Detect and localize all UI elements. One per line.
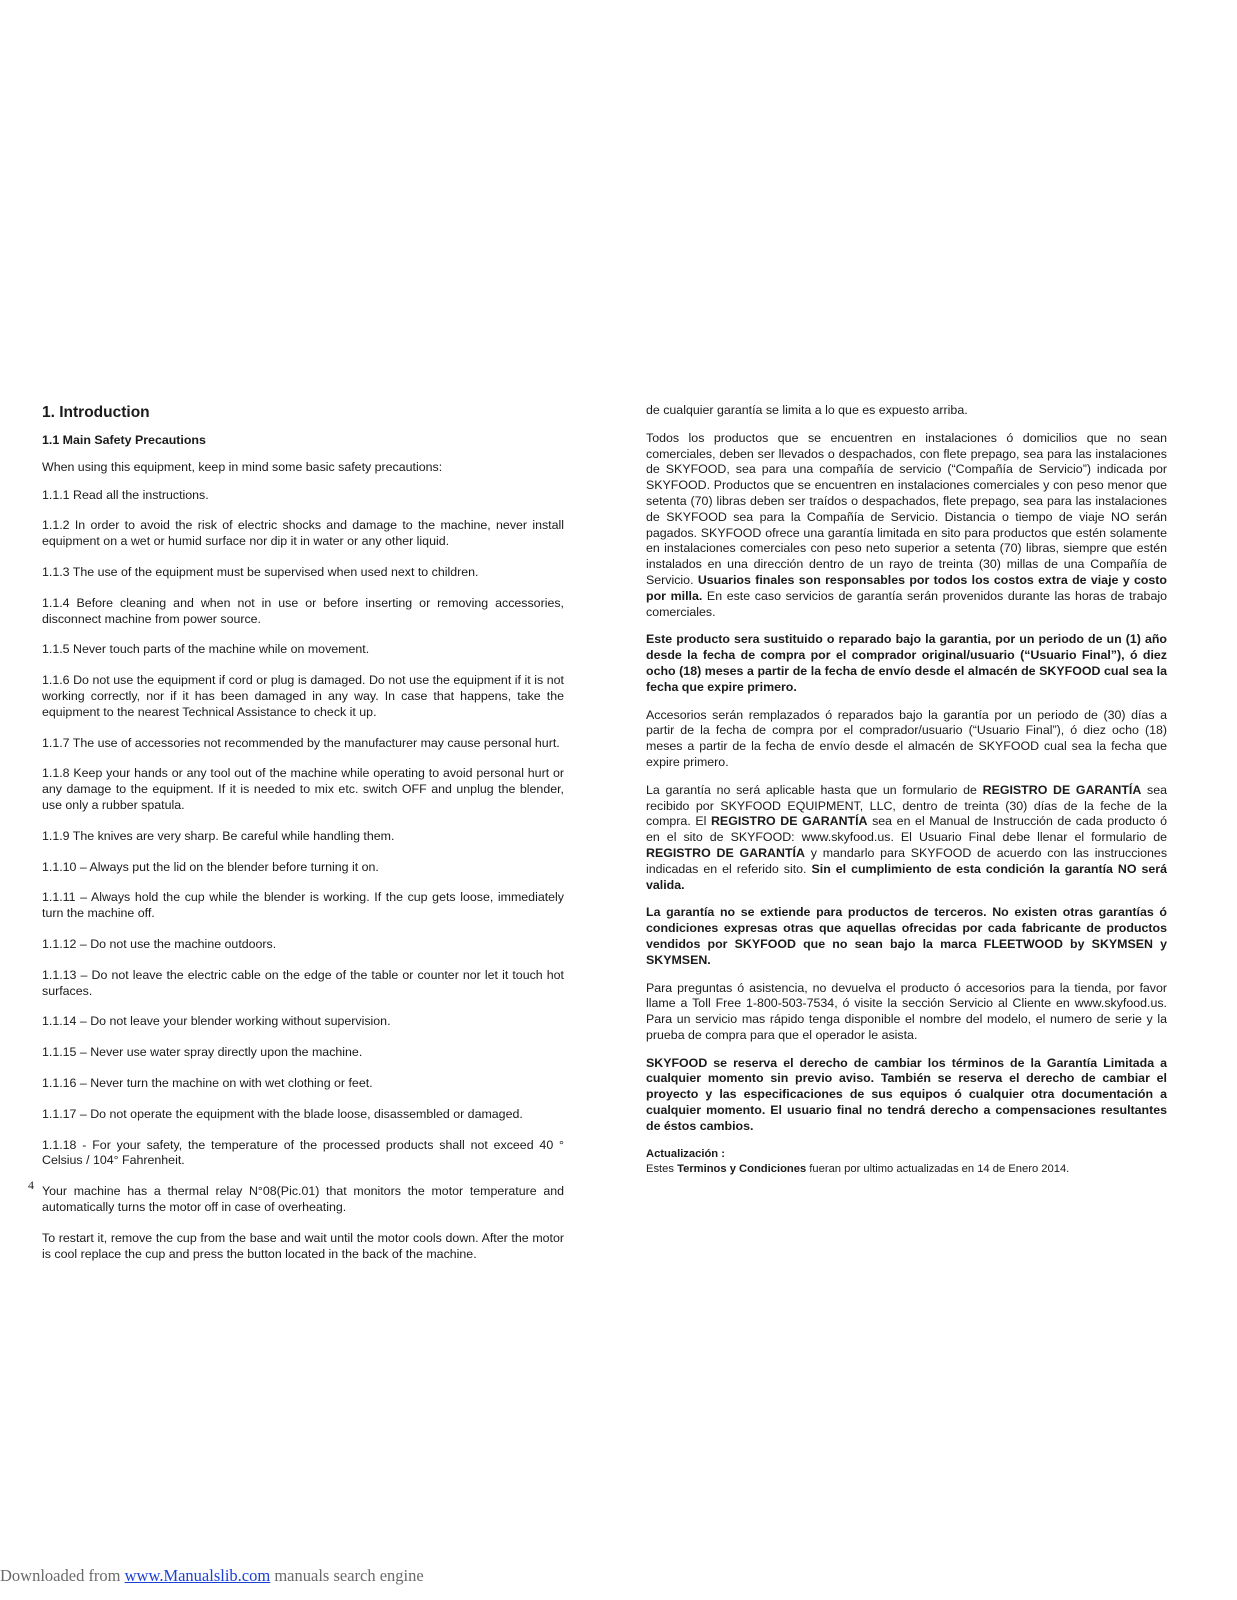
bold-text: SKYFOOD se reserva el derecho de cambiar los términos de la Garantía Limitada a cualquier momento sin previo aviso. También se reserva el derecho de cambiar el proyecto y las especificaciones de sus equipos ó cualquier otra documentación a cualquier momento. El usuario final no tendrá derecho a compensaciones resultantes de éstos cambios. <box>646 1055 1167 1133</box>
bold-text: Usuarios finales son responsables por todos los costos extra de viaje y costo por milla. <box>646 572 1167 603</box>
subsection-title: 1.1 Main Safety Precautions <box>42 433 206 447</box>
text-span: y mandarlo para SKYFOOD de acuerdo con las instrucciones indicadas en el referido sito. <box>646 845 1168 876</box>
text-span: En este caso servicios de garantía serán provenidos durante las horas de trabajo comerciales. <box>646 588 1167 619</box>
safety-item: 1.1.16 – Never turn the machine on with wet clothing or feet. <box>42 1075 373 1090</box>
safety-item: 1.1.8 Keep your hands or any tool out of the machine while operating to avoid personal hurt or any damage to the equipment. If it is needed to mix etc. switch OFF and unplug the blender, use only a rubber spatula. <box>42 766 564 812</box>
safety-item: 1.1.9 The knives are very sharp. Be careful while handling them. <box>42 828 395 843</box>
safety-item: 1.1.5 Never touch parts of the machine while on movement. <box>42 642 370 657</box>
left-column <box>42 403 564 1277</box>
safety-item: 1.1.7 The use of accessories not recommended by the manufacturer may cause personal hurt. <box>42 735 560 750</box>
text-span: sea recibido por SKYFOOD EQUIPMENT, LLC, dentro de treinta (30) días de la feche de la compra. El <box>646 782 1167 829</box>
safety-item: 1.1.6 Do not use the equipment if cord or plug is damaged. Do not use the equipment if it is not working correctly, nor if it has been damaged in any way. In case that happens, take the equipment to the nearest Technical Assistance to check it up. <box>42 673 564 719</box>
download-footer <box>0 1566 424 1586</box>
safety-item: 1.1.14 – Do not leave your blender working without supervision. <box>42 1014 391 1029</box>
safety-item: 1.1.18 - For your safety, the temperature of the processed products shall not exceed 40 ° Celsius / 104° Fahrenheit. <box>42 1137 564 1168</box>
safety-item: 1.1.4 Before cleaning and when not in use or before inserting or removing accessories, disconnect machine from power source. <box>42 595 564 626</box>
warranty-shipping-paragraph <box>646 431 1167 621</box>
restart-paragraph: To restart it, remove the cup from the base and wait until the motor cools down. After the motor is cool replace the cup and press the button located in the back of the machine. <box>42 1230 564 1261</box>
update-note <box>646 1162 1167 1177</box>
safety-item: 1.1.3 The use of the equipment must be supervised when used next to children. <box>42 564 479 579</box>
safety-item: 1.1.11 – Always hold the cup while the blender is working. If the cup gets loose, immediately turn the machine off. <box>42 890 564 921</box>
bold-text: Sin el cumplimiento de esta condición la garantía NO será valida. <box>646 861 1167 892</box>
section-title: 1. Introduction <box>42 404 150 421</box>
manualslib-link[interactable]: www.Manualslib.com <box>124 1566 271 1585</box>
page-number: 4 <box>28 1178 34 1192</box>
bold-text: Terminos y Condiciones <box>677 1162 807 1175</box>
assistance-paragraph: Para preguntas ó asistencia, no devuelva el producto ó accesorios para la tienda, por favor llame a Toll Free 1-800-503-7534, ó visite la sección Servicio al Cliente en www.skyfood.us. Para un servicio mas rápido tenga disponible el nombre del modelo, el numero de serie y la prueba de compra para que el operador le asista. <box>646 980 1167 1042</box>
right-column <box>646 403 1167 1177</box>
safety-item: 1.1.12 – Do not use the machine outdoors. <box>42 936 277 951</box>
bold-text: Este producto sera sustituido o reparado bajo la garantia, por un periodo de un (1) año desde la fecha de compra por el comprador original/usuario (“Usuario Final”), ó diez ocho (18) meses a partir de la fecha de envío desde el almacén de SKYFOOD cual sea la fecha que expire primero. <box>646 632 1167 694</box>
update-label <box>646 1147 1167 1162</box>
thermal-relay-paragraph: Your machine has a thermal relay N°08(Pic.01) that monitors the motor temperature and automatically turns the motor off in case of overheating. <box>42 1184 564 1214</box>
registration-paragraph <box>646 783 1167 894</box>
warranty-continuation: de cualquier garantía se limita a lo que es expuesto arriba. <box>646 403 968 417</box>
safety-item: 1.1.10 – Always put the lid on the blender before turning it on. <box>42 859 379 874</box>
text-span: fueran por ultimo actualizadas en 14 de Enero 2014. <box>806 1162 1070 1175</box>
bold-text: REGISTRO DE GARANTÍA <box>710 814 868 829</box>
safety-item: 1.1.2 In order to avoid the risk of electric shocks and damage to the machine, never install equipment on a wet or humid surface nor dip it in water or any other liquid. <box>42 518 564 549</box>
bold-text: REGISTRO DE GARANTÍA <box>982 782 1142 797</box>
safety-item: 1.1.1 Read all the instructions. <box>42 487 209 502</box>
text-span: Estes <box>646 1162 678 1175</box>
warranty-period-paragraph <box>646 632 1167 695</box>
footer-prefix: Downloaded from <box>0 1566 125 1585</box>
intro-paragraph: When using this equipment, keep in mind some basic safety precautions: <box>42 459 443 474</box>
bold-text: REGISTRO DE GARANTÍA <box>646 845 805 860</box>
bold-text: Actualización : <box>646 1147 725 1160</box>
text-span: sea en el Manual de Instrucción de cada producto ó en el sito de SKYFOOD: www.skyfood.us. El Usuario Final debe llenar el formulario de <box>646 814 1167 845</box>
rights-reserved-paragraph <box>646 1056 1167 1135</box>
footer-suffix: manuals search engine <box>270 1566 424 1585</box>
accessories-paragraph: Accesorios serán remplazados ó reparados bajo la garantía por un periodo de (30) días a partir de la fecha de compra por el comprador/usuario (“Usuario Final”), ó diez ocho (18) meses a partir de la fecha de envío desde el almacén de SKYFOOD cual sea la fecha que expire primero. <box>646 707 1167 769</box>
bold-text: La garantía no se extiende para productos de terceros. No existen otras garantías ó condiciones expresas otras que aquellas ofrecidas por cada fabricante de productos vendidos por SKYFOOD que no sean bajo la marca FLEETWOOD by SKYMSEN y SKYMSEN. <box>646 905 1167 967</box>
third-party-paragraph <box>646 905 1167 968</box>
safety-item: 1.1.13 – Do not leave the electric cable on the edge of the table or counter nor let it touch hot surfaces. <box>42 967 564 998</box>
safety-item: 1.1.15 – Never use water spray directly upon the machine. <box>42 1045 363 1060</box>
text-span: Todos los productos que se encuentren en instalaciones ó domicilios que no sean comerciales, deben ser llevados o despachados, con flete prepago, sea para las instalaciones de SKYFOOD, sea para una compañía de servicio (“Compañía de Servicio”) indicada por SKYFOOD. Productos que se encuentren en instalaciones comerciales y con peso menor que setenta (70) libras deben ser traídos o despachados, flete prepago, sea para las instalaciones de SKYFOOD sea para la Compañía de Servicio. Distancia o tiempo de viaje NO serán pagados. SKYFOOD ofrece una garantía limitada en sito para productos que estén solamente en instalaciones comerciales con peso neto superior a setenta (70) libras, siempre que estén instalados en una dirección dentro de un rayo de treinta (30) millas de una Compañía de Servicio. <box>646 430 1167 587</box>
safety-item: 1.1.17 – Do not operate the equipment with the blade loose, disassembled or damaged. <box>42 1106 523 1121</box>
text-span: La garantía no será aplicable hasta que un formulario de <box>646 782 983 797</box>
